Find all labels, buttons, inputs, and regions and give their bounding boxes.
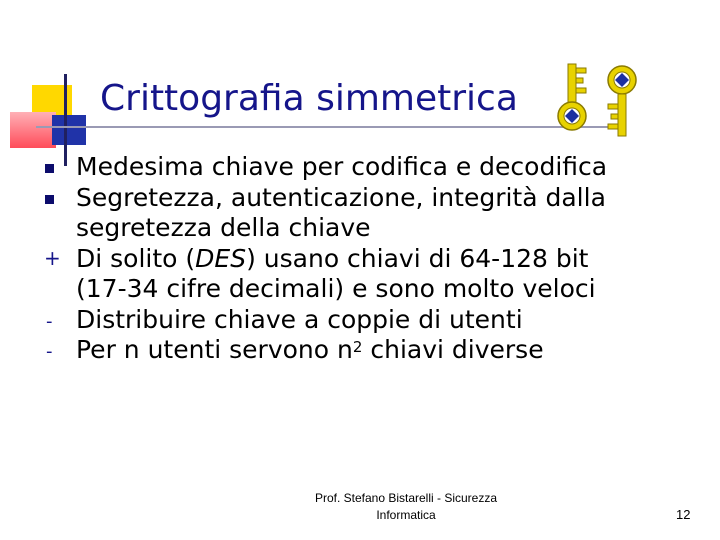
plus-bullet-icon — [44, 244, 64, 274]
bullet-list — [44, 152, 704, 366]
bullet-text: Medesima chiave per codifica e decodifica — [76, 152, 608, 181]
footer-line: Informatica — [376, 508, 436, 522]
square-bullet-icon — [44, 152, 64, 182]
bullet-text: Segretezza, autenticazione, integrità dalla — [76, 182, 606, 212]
bullet-text-continued: segretezza della chiave — [76, 213, 371, 242]
dash-bullet-icon — [44, 305, 64, 335]
bullet-item — [44, 244, 704, 305]
footer — [292, 490, 520, 524]
dash-bullet-icon — [44, 335, 64, 365]
bullet-text-continued: (17-34 cifre decimali) e sono molto veloci — [76, 274, 596, 303]
bullet-item — [44, 335, 704, 366]
bullet-text: chiavi diverse — [362, 335, 544, 364]
keys-icon — [544, 60, 644, 140]
bullet-item — [44, 183, 704, 244]
bullet-item — [44, 305, 704, 336]
logo-pink-square — [10, 112, 56, 148]
superscript: 2 — [352, 338, 363, 356]
logo-blue-square — [52, 115, 86, 145]
bullet-text: Distribuire chiave a coppie di utenti — [76, 304, 523, 334]
title-underline — [36, 126, 622, 128]
footer-line: Prof. Stefano Bistarelli - Sicurezza — [314, 491, 498, 505]
square-bullet-icon — [44, 183, 64, 213]
bullet-text: Per n utenti servono n — [76, 335, 353, 364]
bullet-item — [44, 152, 704, 183]
bullet-text: ) usano chiavi di 64-128 bit — [246, 243, 589, 273]
bullet-text-italic: DES — [195, 243, 247, 273]
bullet-text: Di solito ( — [76, 243, 196, 273]
slide-title: Crittografia simmetrica — [100, 78, 518, 119]
page-number: 12 — [676, 507, 691, 522]
